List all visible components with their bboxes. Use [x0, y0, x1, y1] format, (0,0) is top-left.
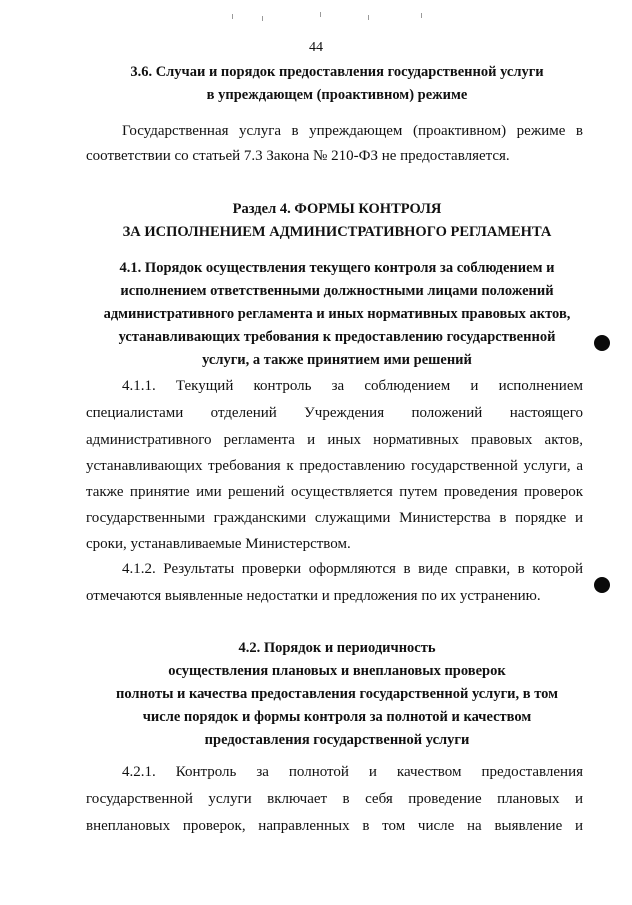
- section-4-1-heading: [72, 257, 602, 372]
- paragraph-line: сроки, устанавливаемые Министерством.: [86, 536, 351, 552]
- heading-line: 4.1. Порядок осуществления текущего контроля за соблюдением и: [119, 260, 555, 276]
- heading-line: 3.6. Случаи и порядок предоставления государственной услуги: [130, 64, 544, 80]
- paragraph-line: государственными гражданскими служащими Министерства в порядке и: [86, 510, 583, 526]
- paragraph-line: также принятие ими решений осуществляется путем проведения проверок: [86, 484, 583, 500]
- scan-speck: [262, 16, 263, 21]
- heading-line: полноты и качества предоставления государственной услуги, в том: [115, 686, 558, 702]
- paragraph-line: государственной услуги включает в себя проведение плановых и: [86, 791, 583, 807]
- heading-line: в упреждающем (проактивном) режиме: [206, 87, 468, 103]
- scan-speck: [368, 15, 369, 20]
- heading-line: исполнением ответственными должностными лицами положений: [120, 283, 554, 299]
- paragraph-line: соответствии со статьей 7.3 Закона № 210-ФЗ не предоставляется.: [86, 148, 510, 164]
- paragraph-line: Государственная услуга в упреждающем (проактивном) режиме в: [122, 123, 583, 139]
- heading-line: числе порядок и формы контроля за полнотой и качеством: [142, 709, 532, 725]
- paragraph-line: 4.2.1. Контроль за полнотой и качеством предоставления: [122, 764, 583, 780]
- heading-line: осуществления плановых и внеплановых проверок: [168, 663, 506, 679]
- heading-line: устанавливающих требования к предоставлению государственной: [118, 329, 556, 345]
- punch-hole: [594, 577, 610, 593]
- paragraph-line: специалистами отделений Учреждения положений настоящего: [86, 405, 583, 421]
- paragraph-line: административного регламента и иных нормативных правовых актов,: [86, 432, 583, 448]
- scan-speck: [232, 14, 233, 19]
- heading-line: Раздел 4. ФОРМЫ КОНТРОЛЯ: [232, 201, 442, 217]
- section-4-heading: [72, 198, 602, 244]
- heading-line: ЗА ИСПОЛНЕНИЕМ АДМИНИСТРАТИВНОГО РЕГЛАМЕНТА: [122, 224, 552, 240]
- paragraph-line: 4.1.1. Текущий контроль за соблюдением и исполнением: [122, 378, 583, 394]
- paragraph-line: 4.1.2. Результаты проверки оформляются в виде справки, в которой: [122, 561, 583, 577]
- heading-line: услуги, а также принятием ими решений: [202, 352, 472, 368]
- section-4-2-heading: [72, 637, 602, 752]
- heading-line: предоставления государственной услуги: [204, 732, 470, 748]
- section-3-6-heading: [72, 61, 602, 107]
- page-number: 44: [309, 40, 323, 55]
- paragraph-line: внеплановых проверок, направленных в том числе на выявление и: [86, 818, 583, 834]
- heading-line: административного регламента и иных нормативных правовых актов,: [103, 306, 571, 322]
- scan-speck: [320, 12, 321, 17]
- paragraph-line: отмечаются выявленные недостатки и предложения по их устранению.: [86, 588, 541, 604]
- punch-hole: [594, 335, 610, 351]
- scan-speck: [421, 13, 422, 18]
- paragraph-line: устанавливающих требования к предоставлению государственной услуги, а: [86, 458, 583, 474]
- heading-line: 4.2. Порядок и периодичность: [238, 640, 436, 656]
